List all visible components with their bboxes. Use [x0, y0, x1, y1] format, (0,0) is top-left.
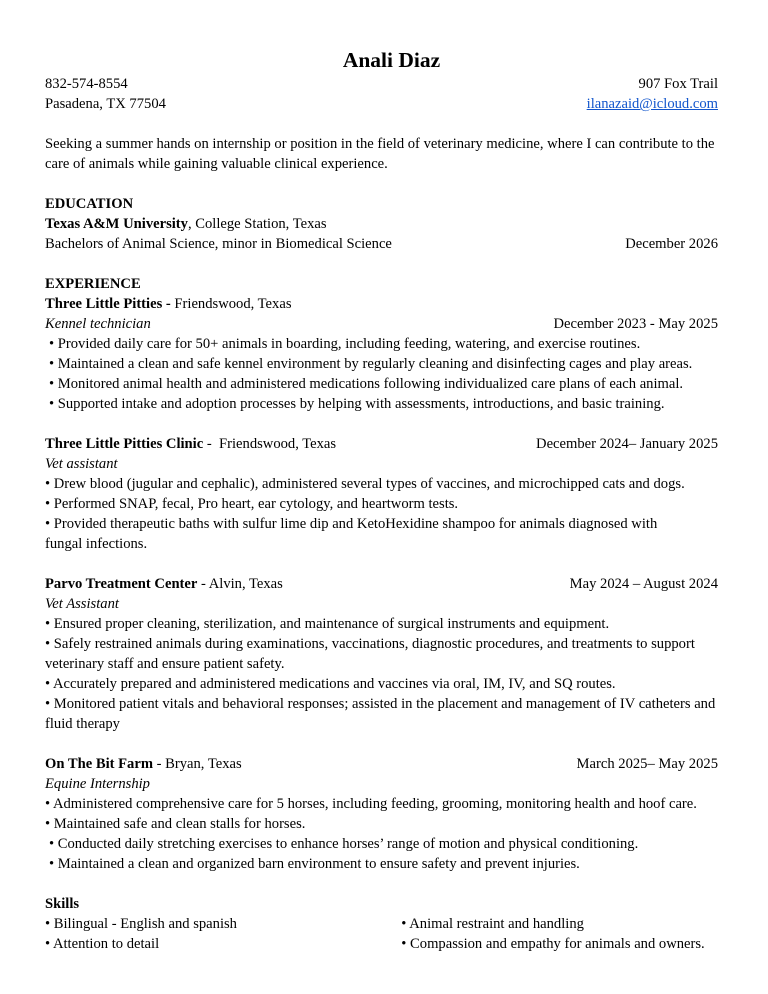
job-bullet: • Accurately prepared and administered medications and vaccines via oral, IM, IV, and SQ routes. — [45, 676, 616, 692]
spacer — [45, 734, 718, 754]
job-entry — [45, 434, 718, 554]
job-employer-row — [45, 574, 718, 594]
spacer — [45, 414, 718, 434]
job-employer-line — [45, 294, 718, 314]
job-bullet: • Conducted daily stretching exercises to enhance horses’ range of motion and physical conditioning. — [49, 836, 639, 852]
objective-statement: Seeking a summer hands on internship or position in the field of veterinary medicine, where I can contribute to the care of animals while gaining valuable clinical experience. — [45, 136, 715, 172]
school-location: , College Station, Texas — [187, 216, 327, 232]
skills-list — [45, 914, 718, 954]
job-dates: December 2024– January 2025 — [536, 436, 718, 452]
job-bullet: • Maintained safe and clean stalls for horses. — [45, 816, 306, 832]
employer-name: Three Little Pitties - — [45, 296, 175, 312]
skills-column-left — [45, 914, 401, 954]
job-bullet: • Monitored animal health and administered medications following individualized care plans of each animal. — [49, 376, 684, 392]
job-bullet: • Provided therapeutic baths with sulfur lime dip and KetoHexidine shampoo for animals diagnosed with fungal infections. — [45, 516, 658, 552]
email-link[interactable]: ilanazaid@icloud.com — [586, 96, 718, 112]
spacer — [45, 114, 718, 134]
experience-heading: EXPERIENCE — [45, 276, 141, 292]
job-bullet: • Supported intake and adoption processes by helping with assessments, introductions, and basic training. — [49, 396, 665, 412]
job-bullet: • Drew blood (jugular and cephalic), administered several types of vaccines, and microchipped cats and dogs. — [45, 476, 685, 492]
spacer — [45, 554, 718, 574]
job-employer-row — [45, 754, 718, 774]
employer-location: - Alvin, Texas — [197, 576, 283, 592]
degree: Bachelors of Animal Science, minor in Biomedical Science — [45, 236, 392, 252]
resume-content — [45, 46, 718, 954]
job-title: Equine Internship — [45, 776, 150, 792]
job-bullet: • Maintained a clean and safe kennel environment by regularly cleaning and disinfecting cages and play areas. — [49, 356, 693, 372]
contact-row-1 — [45, 74, 718, 94]
phone-number: 832-574-8554 — [45, 76, 128, 92]
employer-location: Friendswood, Texas — [174, 296, 292, 312]
job-dates: March 2025– May 2025 — [576, 756, 718, 772]
job-entry — [45, 754, 718, 874]
graduation-date: December 2026 — [625, 236, 718, 252]
job-employer-row — [45, 434, 718, 454]
contact-row-2 — [45, 94, 718, 114]
candidate-name: Anali Diaz — [342, 48, 441, 72]
job-entry — [45, 574, 718, 734]
employer-name: On The Bit Farm — [45, 756, 153, 772]
job-bullet: • Provided daily care for 50+ animals in boarding, including feeding, watering, and exercise routines. — [49, 336, 641, 352]
city-state-zip: Pasadena, TX 77504 — [45, 96, 166, 112]
job-bullet: • Monitored patient vitals and behavioral responses; assisted in the placement and management of IV catheters and fluid therapy — [45, 696, 716, 732]
job-title: Kennel technician — [45, 316, 151, 332]
employer-location: - Friendswood, Texas — [203, 436, 337, 452]
employer-name: Three Little Pitties Clinic — [45, 436, 204, 452]
job-bullet: • Safely restrained animals during examinations, vaccinations, diagnostic procedures, and treatments to support veterinary staff and ensure patient safety. — [45, 636, 695, 672]
skill-item: • Animal restraint and handling — [401, 916, 584, 932]
school-name: Texas A&M University — [45, 216, 188, 232]
spacer — [45, 874, 718, 894]
education-school-line — [45, 214, 718, 234]
spacer — [45, 254, 718, 274]
job-title: Vet Assistant — [45, 596, 119, 612]
employer-location: - Bryan, Texas — [152, 756, 242, 772]
education-degree-row — [45, 234, 718, 254]
skill-item: • Attention to detail — [45, 936, 160, 952]
job-bullet: • Performed SNAP, fecal, Pro heart, ear cytology, and heartworm tests. — [45, 496, 459, 512]
job-bullet: • Maintained a clean and organized barn environment to ensure safety and prevent injuries. — [49, 856, 580, 872]
job-dates: December 2023 - May 2025 — [553, 316, 718, 332]
job-bullet: • Administered comprehensive care for 5 horses, including feeding, grooming, monitoring health and hoof care. — [45, 796, 697, 812]
spacer — [45, 174, 718, 194]
job-title: Vet assistant — [45, 456, 118, 472]
skills-heading: Skills — [45, 896, 80, 912]
skills-column-right — [401, 914, 718, 954]
job-title-row — [45, 314, 718, 334]
skill-item: • Bilingual - English and spanish — [45, 916, 237, 932]
job-dates: May 2024 – August 2024 — [569, 576, 718, 592]
employer-name: Parvo Treatment Center — [45, 576, 198, 592]
job-entry — [45, 294, 718, 414]
job-bullet: • Ensured proper cleaning, sterilization, and maintenance of surgical instruments and equipment. — [45, 616, 610, 632]
skill-item: • Compassion and empathy for animals and owners. — [401, 936, 705, 952]
street-address: 907 Fox Trail — [638, 76, 718, 92]
education-heading: EDUCATION — [45, 196, 134, 212]
